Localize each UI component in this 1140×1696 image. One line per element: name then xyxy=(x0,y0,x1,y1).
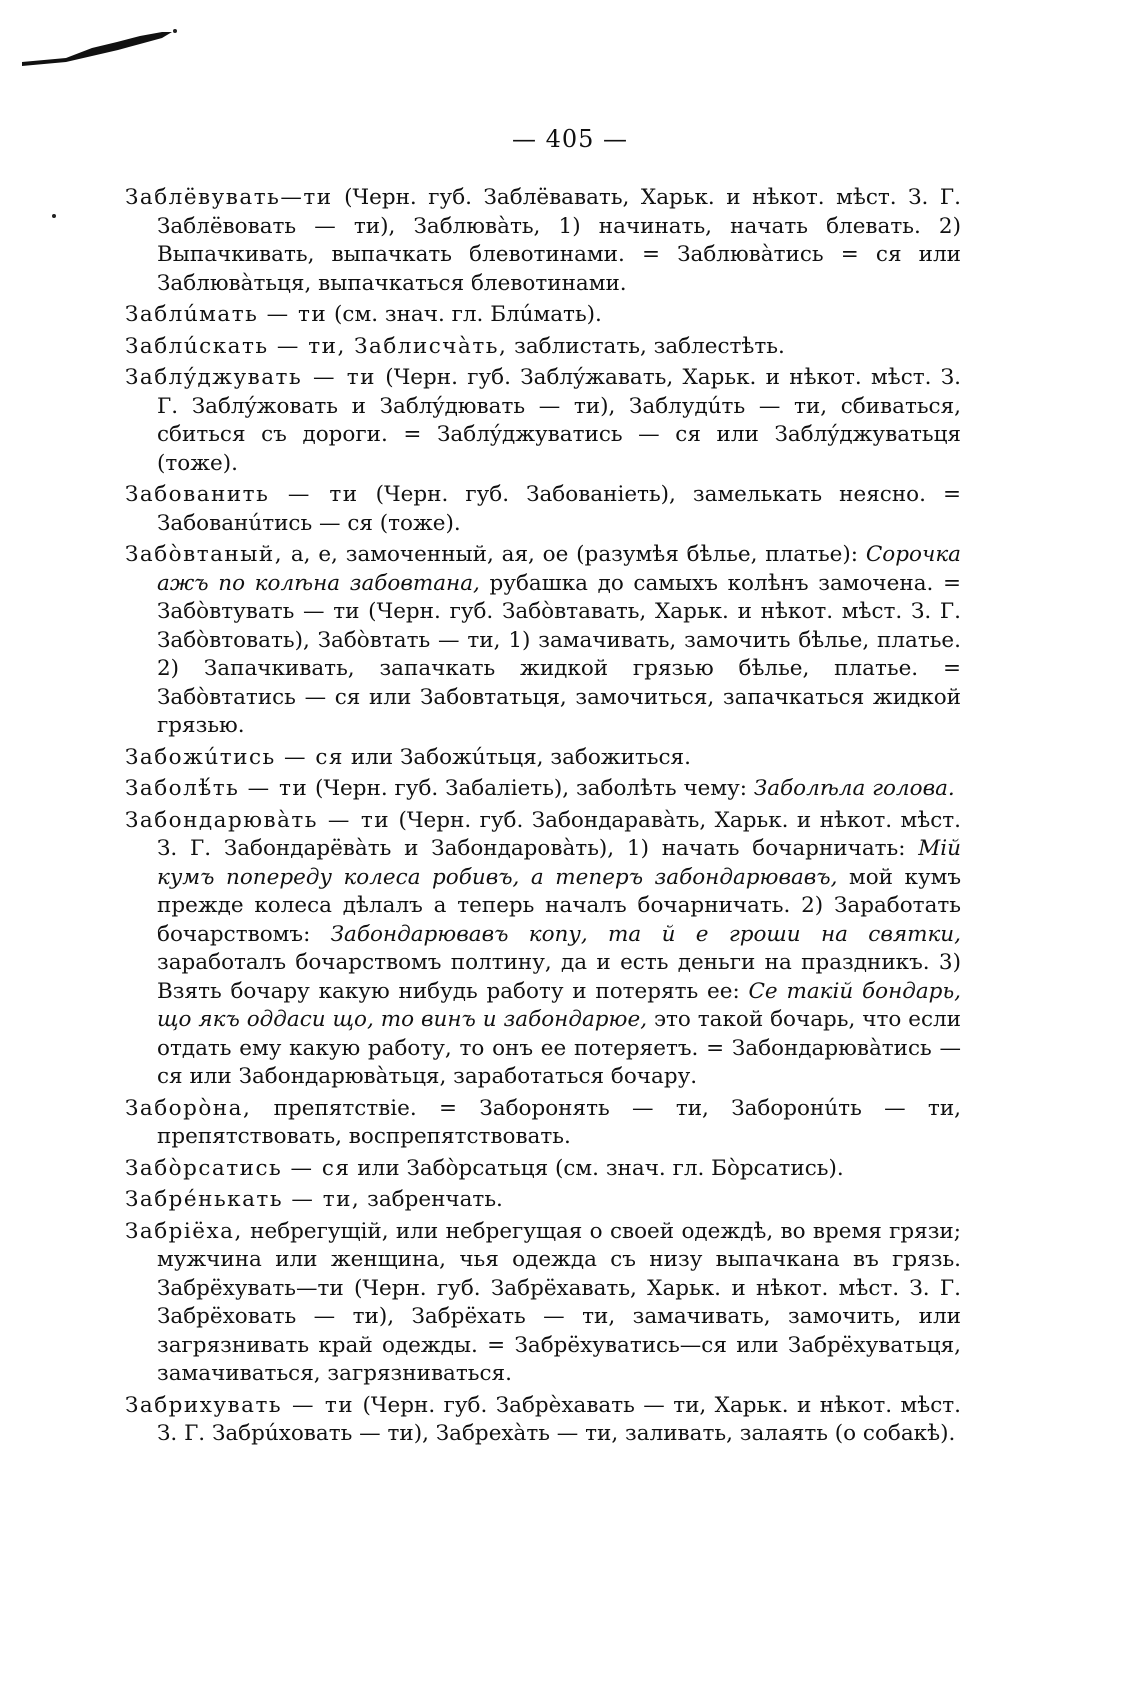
scan-artifact-mark xyxy=(22,18,182,66)
definition-text: препятствіе. = Заборонять — ти, Заборонúть — ти, препятствовать, воспрепятствовать. xyxy=(157,1095,961,1149)
dictionary-entry xyxy=(125,775,961,804)
dictionary-entry xyxy=(125,1095,961,1152)
example-quote: Сорочка ажъ по колѣна забовтана, xyxy=(157,542,961,596)
dictionary-entry xyxy=(125,184,961,298)
dictionary-entry xyxy=(125,1218,961,1389)
headword: Забòрсатись — ся xyxy=(125,1155,351,1181)
dictionary-entry xyxy=(125,1186,961,1215)
stray-dot xyxy=(52,214,56,218)
headword: Забріёха, xyxy=(125,1218,243,1244)
example-quote: Забондарювавъ копу, та й е гроши на святки, xyxy=(330,921,961,947)
definition-text: мой кумъ прежде колеса дѣлалъ а теперь началъ бочарничать. 2) Заработать бочарствомъ: xyxy=(157,864,961,947)
definition-text: а, е, замоченный, ая, ое (разумѣя бѣлье, платье): xyxy=(283,542,866,567)
headword: Забондарювàть — ти xyxy=(125,807,391,833)
headword: Забожúтись — ся xyxy=(125,744,344,770)
definition-text: (Черн. губ. Забованіеть), замелькать неясно. = Забованúтись — ся (тоже). xyxy=(157,482,961,536)
headword: Заборòна, xyxy=(125,1095,252,1121)
headword: Заблёвувать—ти xyxy=(125,185,333,210)
definition-text: это такой бочарь, что если отдать ему какую работу, то онъ ее потеряетъ. = Забондарювàтись — ся или Забондарювàтьця, заработаться бочару. xyxy=(157,1007,961,1089)
dictionary-entry xyxy=(125,481,961,538)
headword: Забрéнькать — ти, xyxy=(125,1187,361,1212)
page-number: — 405 — xyxy=(511,125,629,153)
dictionary-entry xyxy=(125,807,961,1092)
headword: Заболѣ́ть — ти xyxy=(125,776,309,801)
headword: Заблúскать — ти, Заблисчàть, xyxy=(125,333,508,359)
headword: Забòвтаный, xyxy=(125,542,284,567)
headword: Забрихувать — ти xyxy=(125,1392,355,1418)
dictionary-entry xyxy=(125,301,961,330)
definition-text: небрегущій, или небрегущая о своей одеждѣ, во время грязи; мужчина или женщина, чья одежда съ низу выпачкана въ грязь. Забрёхувать—ти (Черн. губ. Забрёхавать, Харьк. и нѣкот. мѣст. З. Г. Забрёховать — ти), Забрёхать — ти, замачивать, замочить, или загрязнивать край одежды. = Забрёхуватись—ся или Забрёхуватьця, замачиваться, загрязниваться. xyxy=(157,1218,961,1386)
dictionary-column xyxy=(125,184,961,1452)
definition-text: (Черн. губ. Забаліеть), заболѣть чему: xyxy=(308,776,754,801)
dictionary-entry xyxy=(125,364,961,478)
definition-text: или Забожúтьця, забожиться. xyxy=(343,744,691,770)
definition-text: заблистать, заблестѣть. xyxy=(507,333,785,359)
definition-text: (см. знач. гл. Блúмать). xyxy=(327,302,602,327)
dictionary-entry xyxy=(125,333,961,362)
definition-text: (Черн. губ. Заблёвавать, Харьк. и нѣкот. мѣст. З. Г. Заблёвовать — ти), Заблювàть, 1) начинать, начать блевать. 2) Выпачкивать, выпачкать блевотинами. = Заблювàтись = ся или Заблювàтьця, выпачкаться блевотинами. xyxy=(157,185,961,296)
dictionary-entry xyxy=(125,1155,961,1184)
example-quote: Заболѣла голова. xyxy=(753,776,955,801)
example-quote: Се такій бондарь, що якъ оддаси що, то винъ и забондарюе, xyxy=(157,978,961,1032)
definition-text: (Черн. губ. Забондаравàть, Харьк. и нѣкот. мѣст. З. Г. Забондарёвàть и Забондаровàть), 1) начать бочарничать: xyxy=(157,807,961,861)
headword: Забованить — ти xyxy=(125,482,359,507)
definition-text: (Черн. губ. Заблýжавать, Харьк. и нѣкот. мѣст. З. Г. Заблýжовать и Заблýдювать — ти), Заблудúть — ти, сбиваться, сбиться съ дороги. = Заблýджуватись — ся или Заблýджуватьця (тоже). xyxy=(157,365,962,476)
dictionary-entry xyxy=(125,1392,961,1449)
headword: Заблýджувать — ти xyxy=(125,365,376,390)
dictionary-entry xyxy=(125,541,961,741)
definition-text: заработалъ бочарствомъ полтину, да и есть деньги на праздникъ. 3) Взять бочару какую нибудь работу и потерять ее: xyxy=(157,950,961,1004)
example-quote: Мій кумъ попереду колеса робивъ, а теперъ забондарювавъ, xyxy=(157,836,961,890)
definition-text: или Забòрсатьця (см. знач. гл. Бòрсатись). xyxy=(350,1155,844,1181)
definition-text: забренчать. xyxy=(360,1187,503,1212)
headword: Заблúмать — ти xyxy=(125,302,328,327)
definition-text: рубашка до самыхъ колѣнъ замочена. = Забòвтувать — ти (Черн. губ. Забòвтавать, Харьк. и нѣкот. мѣст. З. Г. Забòвтовать), Забòвтать — ти, 1) замачивать, замочить бѣлье, платье. 2) Запачкивать, запачкать жидкой грязью бѣлье, платье. = Забòвтатись — ся или Забовтатьця, замочиться, запачкаться жидкой грязью. xyxy=(157,570,962,738)
definition-text: (Черн. губ. Забрèхавать — ти, Харьк. и нѣкот. мѣст. З. Г. Забрúховать — ти), Забрехàть — ти, заливать, залаять (о собакѣ). xyxy=(157,1392,961,1446)
dictionary-entry xyxy=(125,744,961,773)
